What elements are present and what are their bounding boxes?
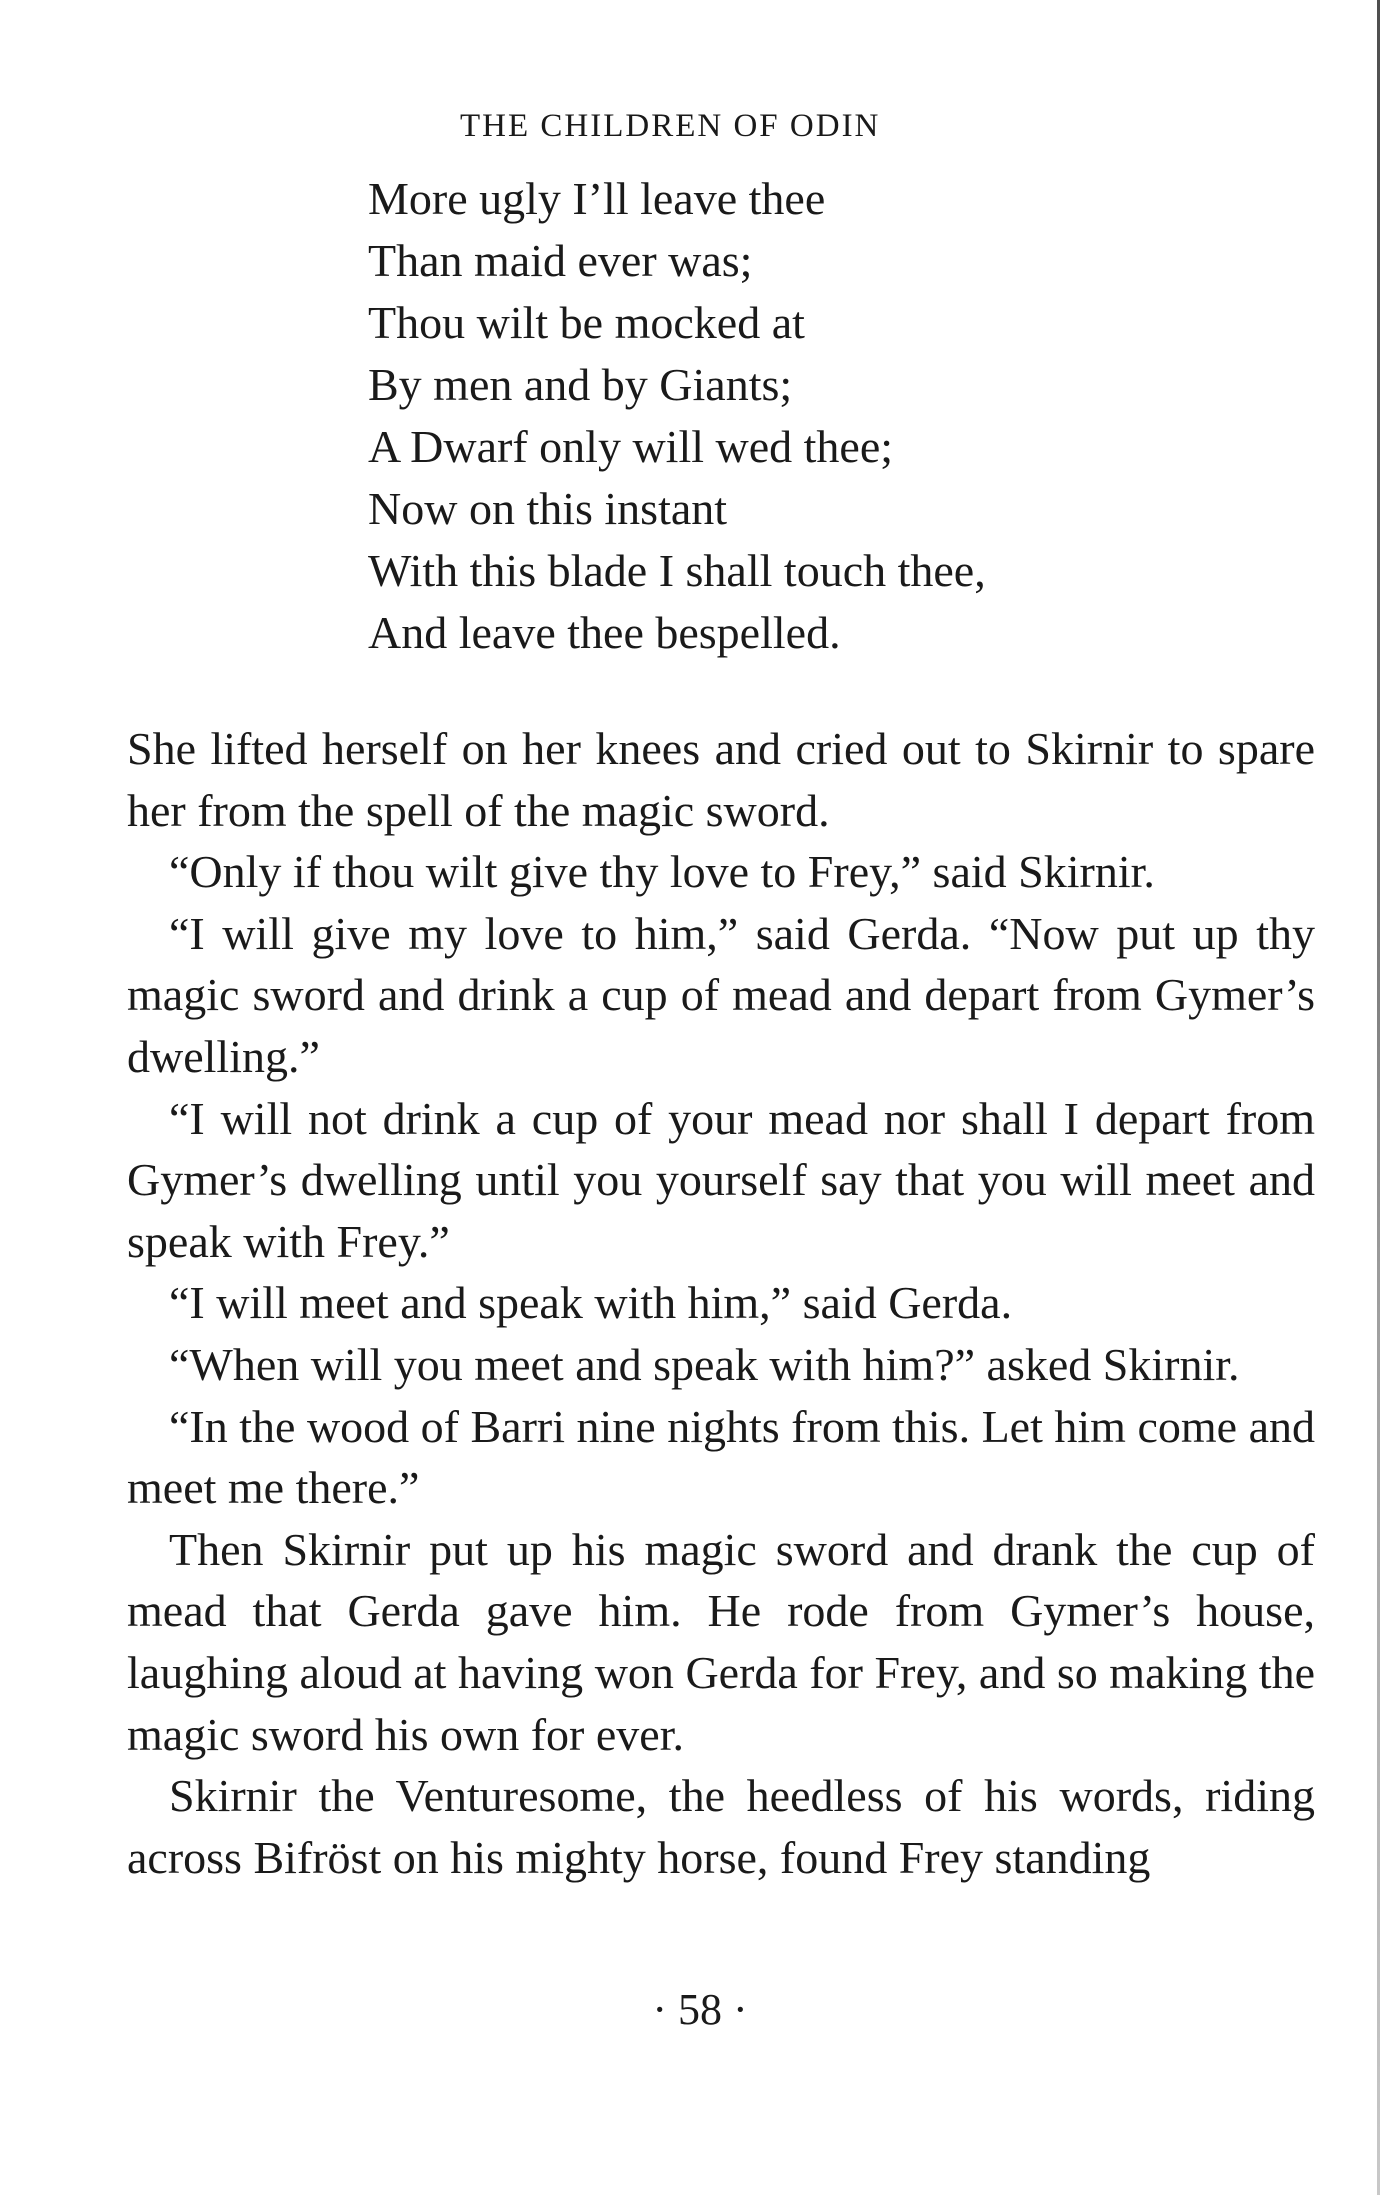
poem-line: By men and by Giants; — [368, 359, 793, 410]
poem-stanza — [368, 168, 1188, 664]
paragraph: “In the wood of Barri nine nights from this. Let him come and meet me there.” — [127, 1400, 1315, 1514]
paragraph: She lifted herself on her knees and cried out to Skirnir to spare her from the spell of the magic sword. — [127, 723, 1315, 836]
poem-line: More ugly I’ll leave thee — [368, 173, 826, 224]
page-edge-shadow — [1377, 0, 1380, 2195]
running-head: THE CHILDREN OF ODIN — [460, 108, 881, 144]
page-number: · 58 · — [652, 1985, 748, 2034]
paragraph: “Only if thou wilt give thy love to Frey,” said Skirnir. — [169, 846, 1155, 898]
paragraph: “I will give my love to him,” said Gerda. “Now put up thy magic sword and drink a cup of mead and depart from Gymer’s dwelling.” — [127, 907, 1315, 1082]
paragraph: “When will you meet and speak with him?” asked Skirnir. — [169, 1338, 1240, 1390]
prose-body — [127, 718, 1315, 1888]
paragraph: Then Skirnir put up his magic sword and drank the cup of mead that Gerda gave him. He rode from Gymer’s house, laughing aloud at having won Gerda for Frey, and so making the magic sword his own for ever. — [127, 1523, 1315, 1760]
poem-line: Now on this instant — [368, 483, 728, 534]
paragraph: Skirnir the Venturesome, the heedless of his words, riding across Bifröst on his mighty horse, found Frey standing — [127, 1770, 1315, 1883]
poem-line: With this blade I shall touch thee, — [368, 545, 986, 596]
poem-line: Thou wilt be mocked at — [368, 297, 805, 348]
poem-line: A Dwarf only will wed thee; — [368, 421, 894, 472]
poem-line: And leave thee bespelled. — [368, 607, 841, 658]
paragraph: “I will not drink a cup of your mead nor shall I depart from Gymer’s dwelling until you yourself say that you will meet and speak with Frey.” — [127, 1092, 1315, 1267]
paragraph: “I will meet and speak with him,” said Gerda. — [169, 1277, 1013, 1329]
poem-line: Than maid ever was; — [368, 235, 753, 286]
